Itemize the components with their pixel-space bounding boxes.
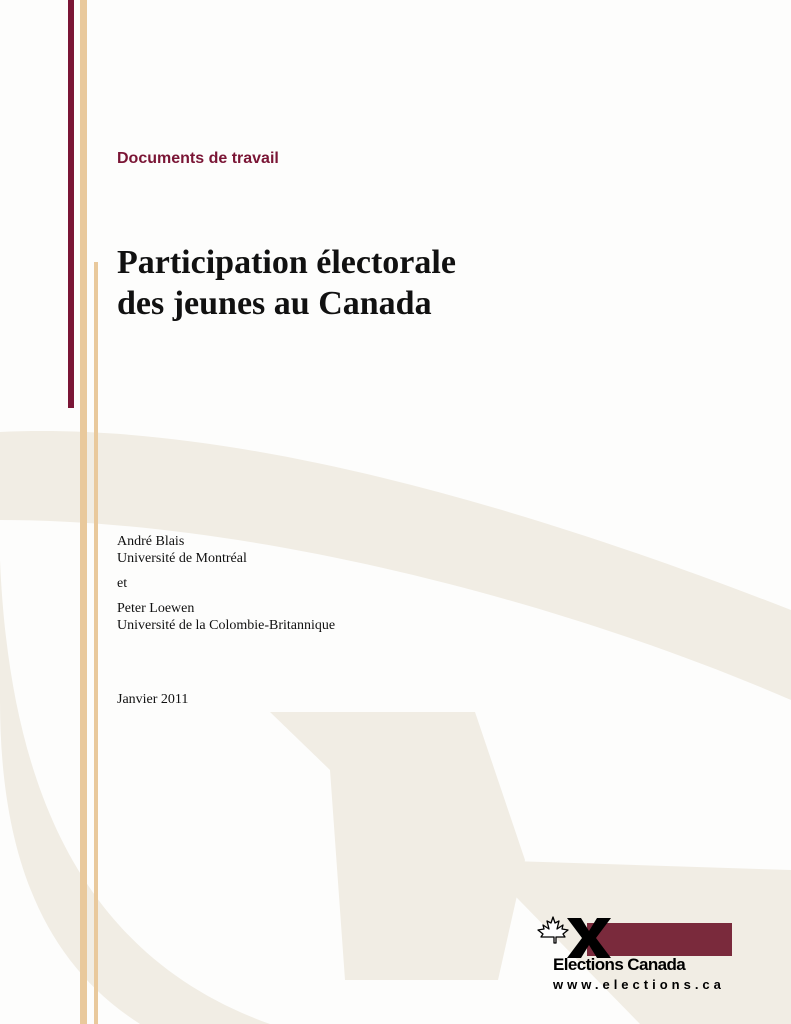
logo-wordmark: Elections Canada	[553, 955, 686, 974]
tan-accent-bar-thin	[94, 262, 98, 1024]
author-2-affiliation: Université de la Colombie-Britannique	[117, 618, 336, 633]
publication-date: Janvier 2011	[117, 692, 189, 707]
maple-leaf-icon	[537, 916, 569, 948]
ballot-x-icon	[563, 916, 613, 960]
document-title	[117, 242, 617, 324]
author-1-name: André Blais	[117, 534, 185, 549]
title-line-1: Participation électorale	[117, 244, 456, 281]
title-line-2: des jeunes au Canada	[117, 285, 432, 322]
series-label: Documents de travail	[117, 150, 279, 167]
authors-block	[117, 533, 335, 634]
logo-url: www.elections.ca	[553, 977, 725, 992]
author-1-affiliation: Université de Montréal	[117, 551, 247, 566]
author-2-name: Peter Loewen	[117, 601, 195, 616]
elections-canada-logo	[537, 916, 737, 996]
tan-accent-bar	[80, 0, 87, 1024]
author-conjunction: et	[117, 576, 128, 591]
maroon-accent-bar	[68, 0, 74, 408]
